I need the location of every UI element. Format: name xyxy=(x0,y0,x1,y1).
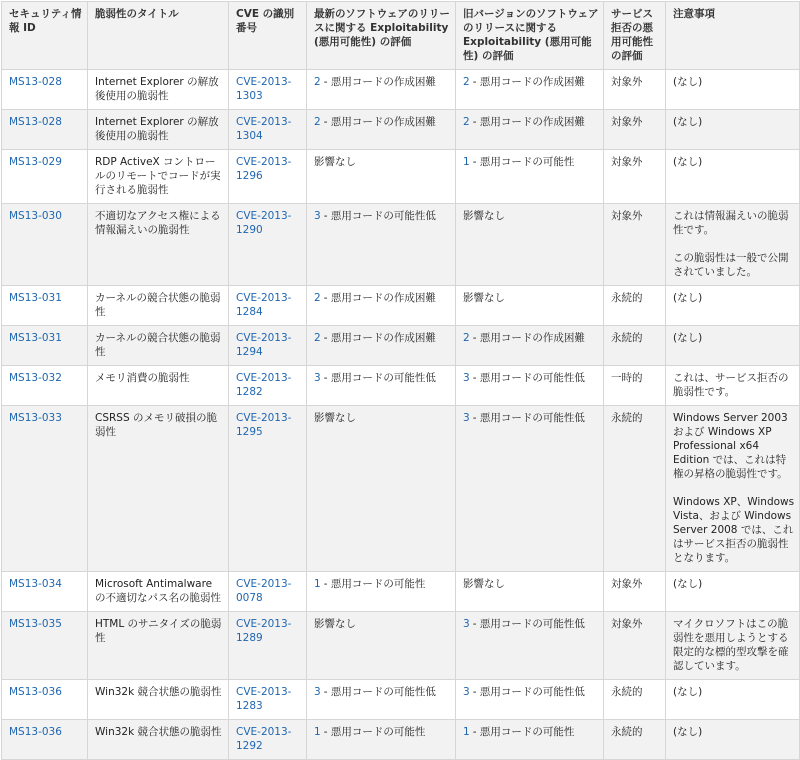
latest-rating-text: - 悪用コードの作成困難 xyxy=(323,332,436,344)
latest-rating-link[interactable]: 3 xyxy=(314,686,321,698)
header-notes: 注意事項 xyxy=(666,2,800,70)
notes-cell xyxy=(666,406,800,572)
cve-id-cell xyxy=(229,110,307,150)
cve-id-cell xyxy=(229,366,307,406)
latest-rating-text: 影響なし xyxy=(314,156,356,168)
bulletin-id-link[interactable]: MS13-034 xyxy=(9,578,62,590)
older-rating-text: - 悪用コードの可能性低 xyxy=(472,412,585,424)
older-rating-text: - 悪用コードの可能性低 xyxy=(472,686,585,698)
cve-id-cell xyxy=(229,286,307,326)
bulletin-id-link[interactable]: MS13-028 xyxy=(9,76,62,88)
older-exploitability-cell xyxy=(456,406,604,572)
older-rating-text: - 悪用コードの可能性低 xyxy=(472,618,585,630)
table-row xyxy=(2,150,800,204)
table-row xyxy=(2,406,800,572)
older-exploitability-cell xyxy=(456,680,604,720)
latest-rating-text: - 悪用コードの可能性 xyxy=(323,726,426,738)
older-exploitability-cell xyxy=(456,572,604,612)
notes-cell xyxy=(666,286,800,326)
note-text: これは、サービス拒否の脆弱性です。 xyxy=(673,372,789,398)
vulnerability-title-cell: Win32k 競合状態の脆弱性 xyxy=(88,720,229,760)
bulletin-id-link[interactable]: MS13-033 xyxy=(9,412,62,424)
older-rating-text: 影響なし xyxy=(463,210,505,222)
vulnerability-title-cell: Internet Explorer の解放後使用の脆弱性 xyxy=(88,70,229,110)
note-text: マイクロソフトはこの脆弱性を悪用しようとする限定的な標的型攻撃を確認しています。 xyxy=(673,618,789,672)
cve-id-link[interactable]: CVE-2013-1284 xyxy=(236,292,292,318)
vulnerability-title-cell: Internet Explorer の解放後使用の脆弱性 xyxy=(88,110,229,150)
dos-rating-cell: 対象外 xyxy=(604,572,666,612)
latest-rating-text: - 悪用コードの可能性低 xyxy=(323,686,436,698)
note-text: (なし) xyxy=(673,332,703,344)
older-exploitability-cell xyxy=(456,110,604,150)
latest-rating-link[interactable]: 3 xyxy=(314,210,321,222)
vulnerability-title-cell: HTML のサニタイズの脆弱性 xyxy=(88,612,229,680)
older-rating-text: - 悪用コードの作成困難 xyxy=(472,332,585,344)
bulletin-id-cell xyxy=(2,612,88,680)
older-exploitability-cell xyxy=(456,326,604,366)
notes-cell xyxy=(666,572,800,612)
older-exploitability-cell xyxy=(456,720,604,760)
note-text: (なし) xyxy=(673,156,703,168)
latest-exploitability-cell xyxy=(307,70,456,110)
cve-id-link[interactable]: CVE-2013-1282 xyxy=(236,372,292,398)
older-rating-text: - 悪用コードの作成困難 xyxy=(472,116,585,128)
older-rating-text: - 悪用コードの可能性低 xyxy=(472,372,585,384)
older-rating-link[interactable]: 2 xyxy=(463,116,470,128)
older-rating-link[interactable]: 1 xyxy=(463,726,470,738)
latest-rating-text: 影響なし xyxy=(314,412,356,424)
note-text: (なし) xyxy=(673,578,703,590)
older-exploitability-cell xyxy=(456,366,604,406)
table-row xyxy=(2,70,800,110)
older-rating-text: 影響なし xyxy=(463,292,505,304)
notes-cell xyxy=(666,680,800,720)
vulnerability-title-cell: RDP ActiveX コントロールのリモートでコードが実行される脆弱性 xyxy=(88,150,229,204)
cve-id-cell xyxy=(229,406,307,572)
cve-id-cell xyxy=(229,612,307,680)
older-rating-link[interactable]: 3 xyxy=(463,372,470,384)
latest-rating-link[interactable]: 2 xyxy=(314,116,321,128)
dos-rating-cell: 対象外 xyxy=(604,150,666,204)
latest-rating-text: - 悪用コードの作成困難 xyxy=(323,292,436,304)
header-row xyxy=(2,2,800,70)
header-latest-exploitability: 最新のソフトウェアのリリースに関する Exploitability (悪用可能性) の評価 xyxy=(307,2,456,70)
cve-id-link[interactable]: CVE-2013-1289 xyxy=(236,618,292,644)
dos-rating-cell: 永続的 xyxy=(604,326,666,366)
note-text: (なし) xyxy=(673,686,703,698)
older-rating-link[interactable]: 3 xyxy=(463,618,470,630)
bulletin-id-link[interactable]: MS13-029 xyxy=(9,156,62,168)
exploitability-table xyxy=(1,1,800,760)
cve-id-link[interactable]: CVE-2013-1303 xyxy=(236,76,292,102)
note-text: (なし) xyxy=(673,76,703,88)
bulletin-id-link[interactable]: MS13-032 xyxy=(9,372,62,384)
older-exploitability-cell xyxy=(456,286,604,326)
bulletin-id-link[interactable]: MS13-036 xyxy=(9,726,62,738)
older-rating-text: - 悪用コードの可能性 xyxy=(472,156,575,168)
note-text: これは情報漏えいの脆弱性です。 xyxy=(673,210,789,236)
table-row xyxy=(2,612,800,680)
note-text: Windows XP、Windows Vista、および Windows Server 2008 では、これはサービス拒否の脆弱性となります。 xyxy=(673,496,795,564)
header-dos-exploitability: サービス拒否の悪用可能性の評価 xyxy=(604,2,666,70)
cve-id-link[interactable]: CVE-2013-1290 xyxy=(236,210,292,236)
latest-rating-text: 影響なし xyxy=(314,618,356,630)
bulletin-id-cell xyxy=(2,572,88,612)
table-row xyxy=(2,572,800,612)
latest-exploitability-cell xyxy=(307,406,456,572)
dos-rating-cell: 対象外 xyxy=(604,110,666,150)
table-row xyxy=(2,110,800,150)
bulletin-id-cell xyxy=(2,70,88,110)
older-rating-link[interactable]: 1 xyxy=(463,156,470,168)
notes-cell xyxy=(666,720,800,760)
table-row xyxy=(2,204,800,286)
cve-id-cell xyxy=(229,150,307,204)
notes-cell xyxy=(666,326,800,366)
older-rating-text: 影響なし xyxy=(463,578,505,590)
cve-id-link[interactable]: CVE-2013-1294 xyxy=(236,332,292,358)
older-rating-link[interactable]: 3 xyxy=(463,686,470,698)
bulletin-id-cell xyxy=(2,326,88,366)
vulnerability-title-cell: カーネルの競合状態の脆弱性 xyxy=(88,286,229,326)
latest-rating-text: - 悪用コードの作成困難 xyxy=(323,116,436,128)
bulletin-id-link[interactable]: MS13-035 xyxy=(9,618,62,630)
note-text: (なし) xyxy=(673,292,703,304)
notes-cell xyxy=(666,150,800,204)
latest-exploitability-cell xyxy=(307,204,456,286)
latest-exploitability-cell xyxy=(307,110,456,150)
latest-rating-text: - 悪用コードの可能性低 xyxy=(323,372,436,384)
bulletin-id-link[interactable]: MS13-030 xyxy=(9,210,62,222)
vulnerability-title-cell: Microsoft Antimalware の不適切なパス名の脆弱性 xyxy=(88,572,229,612)
cve-id-link[interactable]: CVE-2013-0078 xyxy=(236,578,292,604)
header-bulletin-id: セキュリティ情報 ID xyxy=(2,2,88,70)
bulletin-id-cell xyxy=(2,150,88,204)
latest-exploitability-cell xyxy=(307,366,456,406)
bulletin-id-cell xyxy=(2,286,88,326)
dos-rating-cell: 対象外 xyxy=(604,204,666,286)
notes-cell xyxy=(666,612,800,680)
vulnerability-title-cell: メモリ消費の脆弱性 xyxy=(88,366,229,406)
notes-cell xyxy=(666,70,800,110)
table-row xyxy=(2,326,800,366)
cve-id-link[interactable]: CVE-2013-1296 xyxy=(236,156,292,182)
header-cve-id: CVE の識別番号 xyxy=(229,2,307,70)
cve-id-link[interactable]: CVE-2013-1304 xyxy=(236,116,292,142)
latest-rating-text: - 悪用コードの可能性低 xyxy=(323,210,436,222)
dos-rating-cell: 一時的 xyxy=(604,366,666,406)
cve-id-cell xyxy=(229,720,307,760)
latest-rating-link[interactable]: 1 xyxy=(314,726,321,738)
latest-rating-link[interactable]: 3 xyxy=(314,372,321,384)
latest-rating-link[interactable]: 1 xyxy=(314,578,321,590)
latest-rating-link[interactable]: 2 xyxy=(314,292,321,304)
older-rating-text: - 悪用コードの作成困難 xyxy=(472,76,585,88)
latest-rating-link[interactable]: 2 xyxy=(314,76,321,88)
vulnerability-title-cell: カーネルの競合状態の脆弱性 xyxy=(88,326,229,366)
dos-rating-cell: 永続的 xyxy=(604,406,666,572)
older-exploitability-cell xyxy=(456,612,604,680)
table-row xyxy=(2,286,800,326)
latest-exploitability-cell xyxy=(307,680,456,720)
notes-cell xyxy=(666,110,800,150)
dos-rating-cell: 永続的 xyxy=(604,680,666,720)
bulletin-id-link[interactable]: MS13-031 xyxy=(9,292,62,304)
latest-rating-text: - 悪用コードの可能性 xyxy=(323,578,426,590)
bulletin-id-link[interactable]: MS13-028 xyxy=(9,116,62,128)
cve-id-cell xyxy=(229,680,307,720)
bulletin-id-link[interactable]: MS13-036 xyxy=(9,686,62,698)
bulletin-id-link[interactable]: MS13-031 xyxy=(9,332,62,344)
note-text: (なし) xyxy=(673,726,703,738)
cve-id-cell xyxy=(229,70,307,110)
dos-rating-cell: 永続的 xyxy=(604,720,666,760)
bulletin-id-cell xyxy=(2,720,88,760)
vulnerability-title-cell: CSRSS のメモリ破損の脆弱性 xyxy=(88,406,229,572)
cve-id-cell xyxy=(229,204,307,286)
cve-id-link[interactable]: CVE-2013-1283 xyxy=(236,686,292,712)
note-text: Windows Server 2003 および Windows XP Professional x64 Edition では、これは特権の昇格の脆弱性です。 xyxy=(673,412,788,480)
bulletin-id-cell xyxy=(2,680,88,720)
older-exploitability-cell xyxy=(456,204,604,286)
note-text: (なし) xyxy=(673,116,703,128)
older-exploitability-cell xyxy=(456,150,604,204)
older-exploitability-cell xyxy=(456,70,604,110)
latest-rating-link[interactable]: 2 xyxy=(314,332,321,344)
header-older-exploitability: 旧バージョンのソフトウェアのリリースに関する Exploitability (悪用可能性) の評価 xyxy=(456,2,604,70)
latest-exploitability-cell xyxy=(307,326,456,366)
bulletin-id-cell xyxy=(2,406,88,572)
header-vulnerability-title: 脆弱性のタイトル xyxy=(88,2,229,70)
latest-rating-text: - 悪用コードの作成困難 xyxy=(323,76,436,88)
table-row xyxy=(2,720,800,760)
cve-id-cell xyxy=(229,572,307,612)
latest-exploitability-cell xyxy=(307,286,456,326)
vulnerability-title-cell: 不適切なアクセス権による情報漏えいの脆弱性 xyxy=(88,204,229,286)
note-text: この脆弱性は一般で公開されていました。 xyxy=(673,252,789,278)
notes-cell xyxy=(666,366,800,406)
latest-exploitability-cell xyxy=(307,720,456,760)
latest-exploitability-cell xyxy=(307,612,456,680)
cve-id-link[interactable]: CVE-2013-1295 xyxy=(236,412,292,438)
notes-cell xyxy=(666,204,800,286)
latest-exploitability-cell xyxy=(307,150,456,204)
bulletin-id-cell xyxy=(2,366,88,406)
dos-rating-cell: 対象外 xyxy=(604,612,666,680)
older-rating-text: - 悪用コードの可能性 xyxy=(472,726,575,738)
table-row xyxy=(2,366,800,406)
older-rating-link[interactable]: 3 xyxy=(463,412,470,424)
vulnerability-title-cell: Win32k 競合状態の脆弱性 xyxy=(88,680,229,720)
older-rating-link[interactable]: 2 xyxy=(463,332,470,344)
cve-id-cell xyxy=(229,326,307,366)
bulletin-id-cell xyxy=(2,204,88,286)
table-row xyxy=(2,680,800,720)
older-rating-link[interactable]: 2 xyxy=(463,76,470,88)
latest-exploitability-cell xyxy=(307,572,456,612)
bulletin-id-cell xyxy=(2,110,88,150)
cve-id-link[interactable]: CVE-2013-1292 xyxy=(236,726,292,752)
dos-rating-cell: 対象外 xyxy=(604,70,666,110)
dos-rating-cell: 永続的 xyxy=(604,286,666,326)
